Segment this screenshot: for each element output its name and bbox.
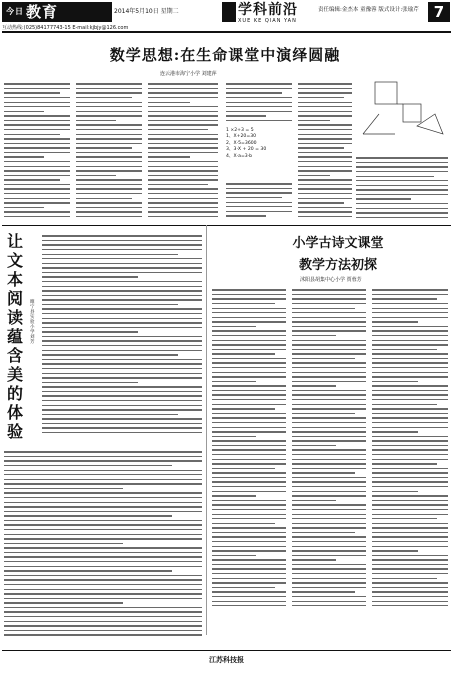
- article1-headline: 数学思想:在生命课堂中演绎圆融: [109, 46, 341, 64]
- article3-byline: 沭阳县胡集中心小学 贾蓉芳: [300, 277, 362, 283]
- article2-body-bottom: [4, 448, 202, 644]
- section-pinyin: XUE KE QIAN YAN: [238, 18, 297, 24]
- equation-line: 3、3·X + 20 = 30: [226, 147, 267, 153]
- brand-small: 今日: [6, 7, 24, 16]
- section-title-block: [238, 2, 318, 24]
- article1-column-2: [76, 80, 142, 220]
- equation-line: 2、X·5=3600: [226, 140, 257, 146]
- article1-column-5: [298, 80, 352, 220]
- issue-date: 2014年5月10日 星期二: [114, 8, 179, 15]
- header-rule: [2, 31, 451, 33]
- geometry-diagram: [355, 74, 447, 152]
- page-number: 7: [428, 2, 450, 22]
- section-marker: [222, 2, 236, 22]
- article1-column-4b: [226, 180, 292, 222]
- article1-column-1: [4, 80, 70, 220]
- article2-body-top: [42, 232, 202, 442]
- article1-column-3: [148, 80, 218, 220]
- equation-line: 1、X+20=30: [226, 134, 257, 140]
- footer-rule: [2, 650, 451, 651]
- masthead-logo: [2, 2, 112, 22]
- publication-name: 江苏科技报: [209, 656, 244, 664]
- article3-headline-line2: 教学方法初探: [298, 258, 377, 273]
- column-divider: [206, 225, 207, 635]
- article3-headline-line1: 小学古诗文课堂: [292, 236, 384, 251]
- editor-credits: 责任编辑:金杰本 童豫蓉 版式设计:张瑜芹: [318, 7, 419, 13]
- article1-byline: 连云港市海宁小学 刘建萍: [160, 71, 217, 77]
- section-divider: [2, 225, 451, 226]
- article1-column-6: [356, 154, 448, 222]
- contact-line: 互动热线:(025)84177743-15 E-mail:kjbjy@126.com: [2, 25, 129, 31]
- article2-headline: 让文本阅读蕴含美的体验: [6, 232, 23, 441]
- equation-line: 4、X·a=3·b: [226, 153, 253, 159]
- article3-column-1: [212, 286, 286, 644]
- equation-list: [226, 128, 298, 178]
- article3-column-3: [372, 286, 448, 644]
- article2-byline: 睢宁县实验小学 刘 芳: [30, 300, 35, 345]
- brand-name: 教育: [26, 3, 59, 21]
- article3-column-2: [292, 286, 366, 644]
- section-title: 学科前沿: [238, 2, 298, 18]
- equation-line: 1 ×2+3 = 5: [226, 128, 254, 133]
- article1-column-4a: [226, 80, 292, 126]
